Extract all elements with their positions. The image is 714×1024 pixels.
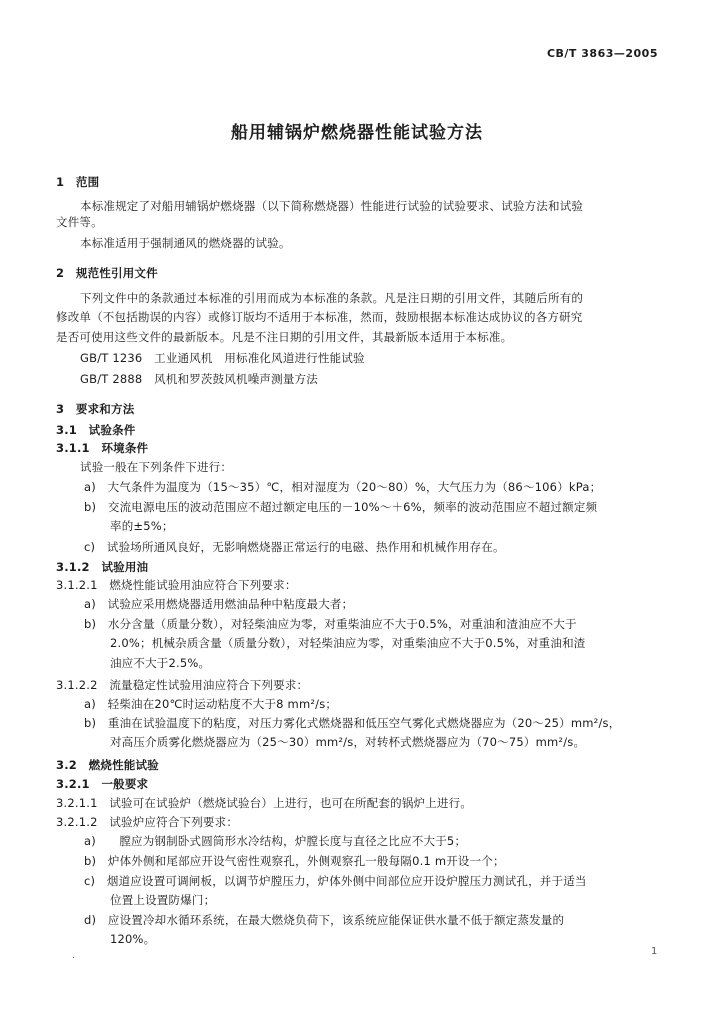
section-heading: 2 规范性引用文件 — [56, 266, 158, 280]
list-item: b) 重油在试验温度下的粘度，对压力雾化式燃烧器和低压空气雾化式燃烧器应为（20～25）mm²/s， — [84, 716, 621, 730]
list-item: d) 应设置冷却水循环系统，在最大燃烧负荷下，该系统应能保证供水量不低于额定蒸发量的 — [84, 913, 565, 927]
clause-heading: 3.1.2.2 流量稳定性试验用油应符合下列要求： — [56, 678, 309, 692]
paragraph-line: 下列文件中的条款通过本标准的引用而成为本标准的条款。凡是注日期的引用文件，其随后所有的 — [80, 291, 584, 305]
list-item: b) 水分含量（质量分数），对轻柴油应为零，对重柴油应不大于0.5%，对重油和渣油应不大于 — [84, 617, 577, 631]
clause-heading: 3.1.2.1 燃烧性能试验用油应符合下列要求： — [56, 578, 297, 592]
clause-line: 3.2.1.1 试验可在试验炉（燃烧试验台）上进行，也可在所配套的锅炉上进行。 — [56, 796, 473, 810]
reference-line: GB/T 2888 风机和罗茨鼓风机噪声测量方法 — [80, 372, 318, 386]
margin-mark: . — [72, 950, 76, 961]
subsection-heading: 3.1.1 环境条件 — [56, 441, 149, 455]
list-item: a) 大气条件为温度为（15～35）℃，相对湿度为（20～80）%，大气压力为（86～106）kPa； — [84, 480, 602, 494]
subsection-heading: 3.1 试验条件 — [56, 423, 136, 437]
reference-line: GB/T 1236 工业通风机 用标准化风道进行性能试验 — [80, 351, 365, 365]
paragraph-line: 本标准规定了对船用辅锅炉燃烧器（以下简称燃烧器）性能进行试验的试验要求、试验方法和试验 — [80, 199, 584, 213]
list-item: a) 试验应采用燃烧器适用燃油品种中粘度最大者； — [84, 597, 354, 611]
list-item: a) 轻柴油在20℃时运动粘度不大于8 mm²/s； — [84, 697, 338, 711]
page-number: 1 — [651, 946, 658, 957]
list-item-continued: 油应不大于2.5%。 — [110, 656, 211, 670]
paragraph-line: 修改单（不包括勘误的内容）或修订版均不适用于本标准，然而，鼓励根据本标准达成协议的各方研究 — [56, 310, 583, 324]
list-item-continued: 2.0%；机械杂质含量（质量分数），对轻柴油应为零，对重柴油应不大于0.5%，对重油和渣 — [110, 636, 586, 650]
list-item: a) 膛应为钢制卧式圆筒形水冷结构，炉膛长度与直径之比应不大于5； — [84, 834, 467, 848]
list-item: b) 交流电源电压的波动范围应不超过额定电压的－10%～＋6%，频率的波动范围应不超过额定频 — [84, 500, 598, 514]
section-heading: 3 要求和方法 — [56, 402, 135, 416]
section-heading: 1 范围 — [56, 175, 100, 189]
clause-heading: 3.2.1.2 试验炉应符合下列要求： — [56, 815, 239, 829]
paragraph-line: 本标准适用于强制通风的燃烧器的试验。 — [80, 236, 291, 250]
list-item-continued: 位置上设置防爆门； — [110, 893, 216, 907]
subsection-heading: 3.2 燃烧性能试验 — [56, 758, 159, 772]
list-item: c) 烟道应设置可调闸板，以调节炉膛压力，炉体外侧中间部位应开设炉膛压力测试孔，并于适当 — [84, 874, 587, 888]
list-item: c) 试验场所通风良好，无影响燃烧器正常运行的电磁、热作用和机械作用存在。 — [84, 540, 505, 554]
list-item-continued: 120%。 — [110, 932, 156, 946]
paragraph-line: 试验一般在下列条件下进行： — [80, 460, 233, 474]
list-item: b) 炉体外侧和尾部应开设气密性观察孔，外侧观察孔一般每隔0.1 m开设一个； — [84, 854, 505, 868]
subsection-heading: 3.2.1 一般要求 — [56, 777, 149, 791]
list-item-continued: 率的±5%； — [110, 519, 174, 533]
document-title: 船用辅锅炉燃烧器性能试验方法 — [231, 123, 483, 143]
subsection-heading: 3.1.2 试验用油 — [56, 560, 149, 574]
paragraph-line: 是否可使用这些文件的最新版本。凡是不注日期的引用文件，其最新版本适用于本标准。 — [56, 330, 513, 344]
paragraph-line: 文件等。 — [56, 215, 103, 229]
list-item-continued: 对高压介质雾化燃烧器应为（25～30）mm²/s，对转杯式燃烧器应为（70～75）mm²/s。 — [110, 735, 586, 749]
standard-number: CB/T 3863—2005 — [546, 47, 658, 60]
